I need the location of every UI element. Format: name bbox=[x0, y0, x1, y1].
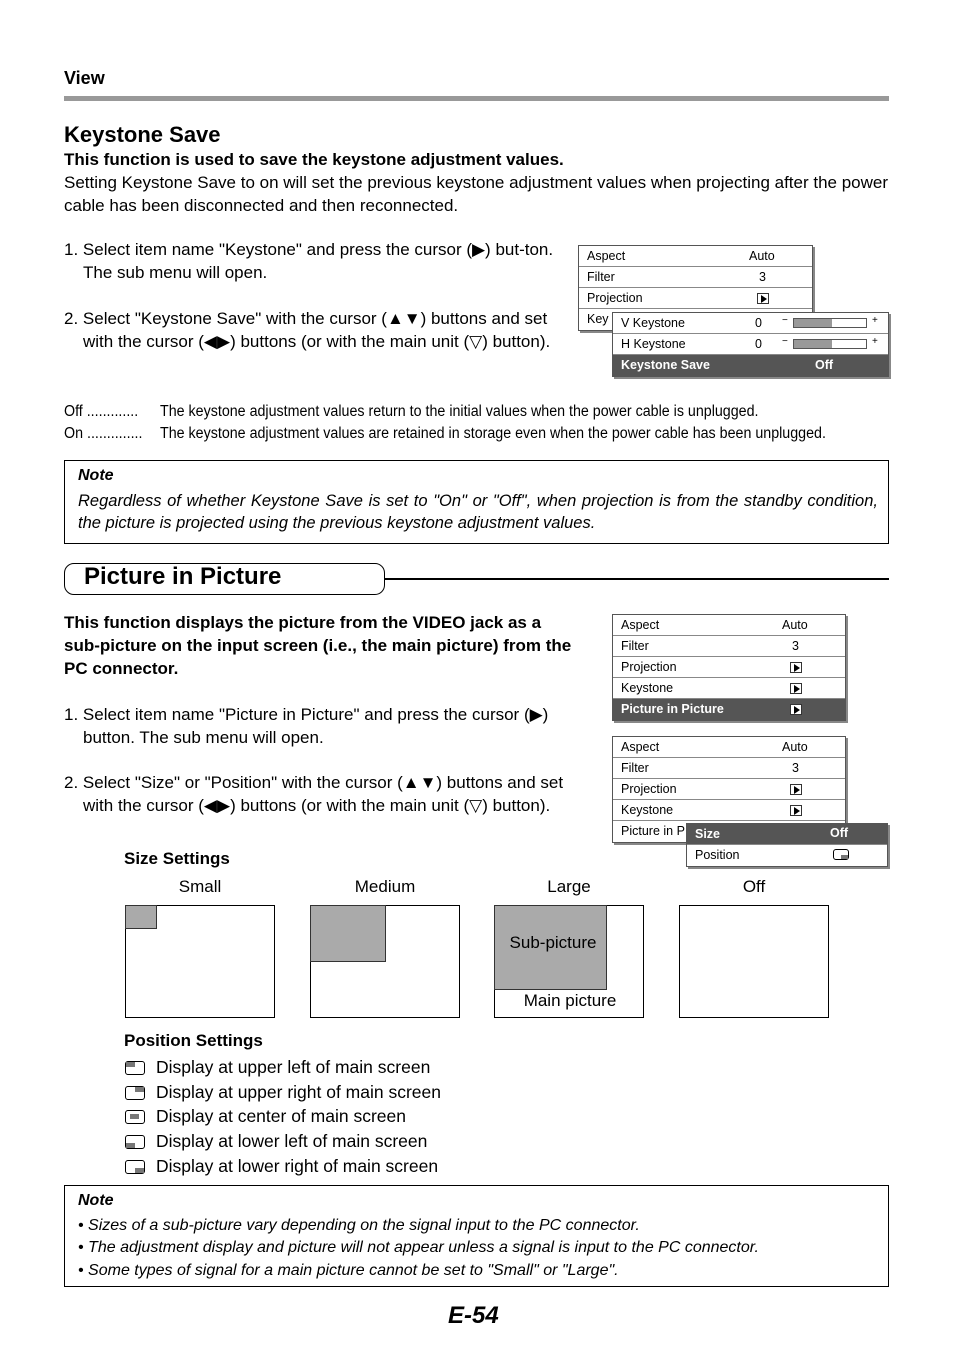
header-rule bbox=[64, 96, 889, 101]
menu-row-filter[interactable] bbox=[613, 758, 845, 779]
minus-icon: − bbox=[782, 336, 788, 347]
submenu-row-label: H Keystone bbox=[621, 337, 686, 351]
play-arrow-icon bbox=[790, 784, 802, 795]
menu-row-value: Auto bbox=[782, 618, 808, 632]
play-arrow-icon bbox=[790, 662, 802, 673]
menu-row-label: Key bbox=[587, 312, 609, 326]
menu-row-keystone[interactable] bbox=[613, 678, 845, 699]
keystone-intro-bold: This function is used to save the keystone adjustment values. bbox=[64, 150, 564, 169]
size-medium-diagram bbox=[310, 905, 460, 1018]
pip-note-item: • The adjustment display and picture will not appear unless a signal is input to the PC connector. bbox=[78, 1239, 759, 1256]
submenu-row-size[interactable] bbox=[687, 824, 887, 845]
menu-row-filter[interactable] bbox=[613, 636, 845, 657]
off-label: Off ............. bbox=[64, 403, 139, 420]
submenu-row-value: Off bbox=[830, 826, 849, 840]
menu-row-label: Projection bbox=[621, 660, 677, 674]
pip-heading-rule bbox=[385, 578, 889, 580]
menu-row-picture-in-picture[interactable] bbox=[613, 699, 845, 720]
size-off-diagram bbox=[679, 905, 829, 1018]
main-picture-label: Main picture bbox=[523, 991, 617, 1010]
v-keystone-slider[interactable] bbox=[793, 318, 867, 328]
keystone-note-title: Note bbox=[78, 467, 114, 484]
submenu-row-h-keystone[interactable] bbox=[613, 334, 888, 355]
position-settings-heading: Position Settings bbox=[124, 1031, 263, 1050]
menu-row-value: 3 bbox=[792, 639, 799, 653]
position-upper-right-icon bbox=[125, 1086, 145, 1100]
keystone-submenu bbox=[612, 312, 889, 377]
menu-row-label: Projection bbox=[621, 782, 677, 796]
menu-row-label: Filter bbox=[621, 761, 649, 775]
submenu-row-label: V Keystone bbox=[621, 316, 685, 330]
sub-picture-label: Sub-picture bbox=[509, 933, 597, 952]
page-number: E-54 bbox=[448, 1302, 499, 1329]
submenu-row-keystone-save[interactable] bbox=[613, 355, 888, 376]
size-label-medium: Medium bbox=[354, 877, 416, 896]
menu-row-projection[interactable] bbox=[579, 288, 812, 309]
submenu-row-value: Off bbox=[815, 358, 834, 372]
submenu-row-value: 0 bbox=[755, 337, 762, 351]
menu-row-value: Auto bbox=[782, 740, 808, 754]
position-lower-right-text: Display at lower right of main screen bbox=[156, 1156, 439, 1176]
plus-icon: + bbox=[872, 315, 878, 326]
keystone-step-2: 2. Select "Keystone Save" with the cursor (▲▼) buttons and set with the cursor (◀▶) buttons (or with the main unit (▽) button). bbox=[64, 309, 551, 351]
pip-note-item: • Sizes of a sub-picture vary depending on the signal input to the PC connector. bbox=[78, 1217, 640, 1234]
menu-row-label: Aspect bbox=[587, 249, 626, 263]
menu-row-label: Keystone bbox=[621, 803, 674, 817]
play-arrow-icon bbox=[790, 704, 802, 715]
play-arrow-icon bbox=[790, 805, 802, 816]
submenu-row-v-keystone[interactable] bbox=[613, 313, 888, 334]
menu-row-label: Aspect bbox=[621, 618, 660, 632]
play-arrow-icon bbox=[790, 683, 802, 694]
submenu-row-value: 0 bbox=[755, 316, 762, 330]
pip-submenu bbox=[686, 823, 888, 867]
plus-icon: + bbox=[872, 336, 878, 347]
position-center-icon bbox=[125, 1110, 145, 1124]
submenu-row-label: Position bbox=[695, 848, 740, 862]
h-keystone-slider[interactable] bbox=[793, 339, 867, 349]
keystone-note-text: Regardless of whether Keystone Save is set to "On" or "Off", when projection is from the standby condition, the picture is projected using the previous keystone adjustment values. bbox=[78, 492, 878, 532]
menu-row-label: Filter bbox=[621, 639, 649, 653]
position-lower-right-icon bbox=[833, 849, 849, 860]
pip-intro: This function displays the picture from the VIDEO jack as a sub-picture on the input screen (i.e., the main picture) from the PC connector. bbox=[64, 613, 572, 678]
menu-row-aspect[interactable] bbox=[579, 246, 812, 267]
sub-picture-box bbox=[310, 905, 386, 962]
position-upper-right-text: Display at upper right of main screen bbox=[156, 1082, 441, 1102]
menu-row-label: Picture in Picture bbox=[621, 702, 724, 716]
size-label-off: Off bbox=[742, 877, 766, 896]
menu-row-value: Auto bbox=[749, 249, 775, 263]
keystone-step-1: 1. Select item name "Keystone" and press the cursor (▶) but-ton. The sub menu will open. bbox=[64, 240, 554, 282]
position-lower-left-icon bbox=[125, 1135, 145, 1149]
menu-row-label: Projection bbox=[587, 291, 643, 305]
position-upper-left-text: Display at upper left of main screen bbox=[156, 1057, 431, 1077]
sub-picture-box bbox=[125, 905, 157, 929]
position-upper-left-icon bbox=[125, 1061, 145, 1075]
size-large-diagram bbox=[494, 905, 644, 1018]
on-description: The keystone adjustment values are retained in storage even when the power cable has been unplugged. bbox=[160, 425, 826, 442]
menu-row-aspect[interactable] bbox=[613, 737, 845, 758]
menu-row-label: Aspect bbox=[621, 740, 660, 754]
keystone-intro: Setting Keystone Save to on will set the previous keystone adjustment values when projecting after the power cable has been disconnected and then reconnected. bbox=[64, 173, 889, 215]
pip-note-title: Note bbox=[78, 1192, 114, 1209]
keystone-save-heading: Keystone Save bbox=[64, 122, 221, 147]
pip-step-2: 2. Select "Size" or "Position" with the cursor (▲▼) buttons and set with the cursor (◀▶) buttons (or with the main unit (▽) button). bbox=[64, 773, 564, 815]
menu-row-label: Keystone bbox=[621, 681, 674, 695]
size-label-small: Small bbox=[178, 877, 222, 896]
menu-row-projection[interactable] bbox=[613, 657, 845, 678]
menu-row-value: 3 bbox=[759, 270, 766, 284]
menu-row-label: Picture in P bbox=[621, 824, 685, 838]
menu-row-keystone[interactable] bbox=[613, 800, 845, 821]
size-label-large: Large bbox=[547, 877, 591, 896]
menu-row-filter[interactable] bbox=[579, 267, 812, 288]
pip-menu-main bbox=[612, 614, 846, 721]
menu-row-projection[interactable] bbox=[613, 779, 845, 800]
play-arrow-icon bbox=[757, 293, 769, 304]
submenu-row-label: Size bbox=[695, 827, 721, 841]
menu-row-aspect[interactable] bbox=[613, 615, 845, 636]
menu-row-value: 3 bbox=[792, 761, 799, 775]
section-label: View bbox=[64, 68, 105, 88]
minus-icon: − bbox=[782, 315, 788, 326]
position-center-text: Display at center of main screen bbox=[156, 1106, 406, 1126]
submenu-row-label: Keystone Save bbox=[621, 358, 710, 372]
pip-heading: Picture in Picture bbox=[84, 563, 282, 590]
size-settings-heading: Size Settings bbox=[124, 849, 230, 868]
size-small-diagram bbox=[125, 905, 275, 1018]
off-description: The keystone adjustment values return to the initial values when the power cable is unplugged. bbox=[160, 403, 759, 420]
position-lower-right-icon bbox=[125, 1160, 145, 1174]
position-lower-left-text: Display at lower left of main screen bbox=[156, 1131, 428, 1151]
pip-note-item: • Some types of signal for a main picture cannot be set to "Small" or "Large". bbox=[78, 1262, 619, 1279]
on-label: On .............. bbox=[64, 425, 143, 442]
pip-step-1: 1. Select item name "Picture in Picture" and press the cursor (▶) button. The sub menu will open. bbox=[64, 705, 549, 747]
submenu-row-position[interactable] bbox=[687, 845, 887, 866]
menu-row-label: Filter bbox=[587, 270, 615, 284]
